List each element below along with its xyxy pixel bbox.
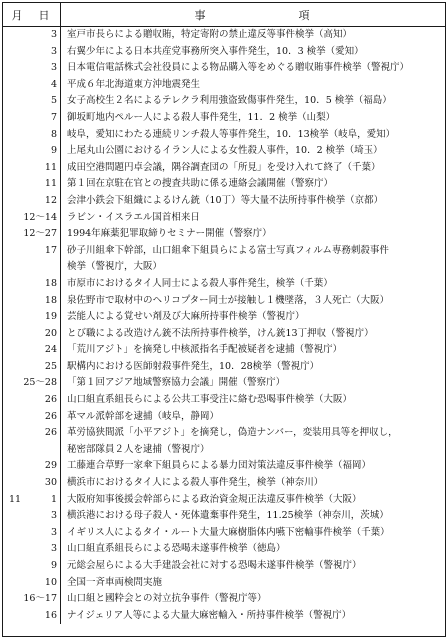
date-cell (3, 44, 61, 61)
day-value: 19 (44, 311, 57, 323)
day-value: 5 (50, 95, 57, 107)
date-cell (3, 375, 61, 392)
event-line: 元総会屋らによる大手建設会社に対する恐喝未遂事件検挙（警視庁） (67, 560, 362, 571)
table-row (3, 210, 445, 227)
date-cell (3, 591, 61, 608)
day-value: 26 (44, 394, 57, 406)
event-line: 工藤連合草野一家傘下組員らによる暴力団対策法違反事件検挙（福岡） (67, 460, 372, 472)
event-line: 芸能人による覚せい剤及び大麻所持事件検挙（警視庁） (67, 311, 305, 323)
event-text (61, 160, 445, 177)
table-row (3, 176, 445, 193)
event-line: 室戸市長らによる贈収賄，特定寄附の禁止違反等事件検挙（高知） (67, 29, 353, 40)
table-row (3, 575, 445, 592)
event-text (61, 77, 445, 94)
event-line: 「第１回アジア地域警察協力会議」開催（警察庁） (67, 377, 286, 389)
table-body (3, 27, 445, 624)
day-value: 18 (44, 277, 57, 289)
day-value: 20 (44, 327, 57, 339)
event-text (61, 508, 445, 525)
event-line: 「荒川アジト」を摘発し中核派指名手配被疑者を逮捕（警視庁） (67, 344, 343, 356)
table-row (3, 226, 445, 243)
date-cell (3, 160, 61, 177)
table-row (3, 77, 445, 94)
table-row (3, 525, 445, 542)
day-value: 29 (44, 460, 57, 472)
event-line: 横浜港における母子殺人・死体遺棄事件発生，11.25検挙（神奈川，茨城） (67, 510, 389, 522)
event-text (61, 276, 445, 293)
date-cell (3, 60, 61, 77)
day-value: 12～27 (23, 228, 57, 240)
event-line: ナイジェリア人等による大量大麻密輸入・所持事件検挙（警視庁） (67, 609, 352, 621)
table-row (3, 375, 445, 392)
event-text (61, 608, 445, 625)
event-text (61, 326, 445, 343)
table-row (3, 608, 445, 625)
date-cell (3, 458, 61, 475)
day-value: 3 (50, 45, 57, 57)
table-row (3, 409, 445, 426)
day-value: 12 (44, 194, 57, 206)
table-row (3, 309, 445, 326)
table-row (3, 243, 445, 276)
date-cell (3, 127, 61, 144)
day-value: 3 (50, 526, 57, 538)
event-text (61, 27, 445, 44)
day-value: 26 (44, 410, 57, 422)
event-line: 会津小鉄会下組織によるけん銃（10丁）等大量不法所持事件検挙（京都） (67, 194, 384, 206)
event-text (61, 359, 445, 376)
date-cell (3, 558, 61, 575)
day-value: 10 (44, 576, 57, 588)
event-line: 大阪府知事後援会幹部らによる政治資金規正法違反事件検挙（大阪） (67, 493, 362, 505)
date-cell (3, 342, 61, 359)
date-cell (3, 143, 61, 160)
chronology-table (2, 2, 446, 637)
date-cell (3, 193, 61, 210)
date-cell (3, 93, 61, 110)
event-line: 山口組直系組長らによる公共工事受注に絡む恐喝事件検挙（大阪） (67, 394, 353, 406)
date-cell (3, 359, 61, 376)
day-value: 11 (44, 178, 57, 190)
date-cell (3, 425, 61, 458)
event-text (61, 558, 445, 575)
event-text (61, 525, 445, 542)
event-line: 女子高校生２名によるテレクラ利用強盗致傷事件発生，10．5 検挙（福島） (67, 95, 392, 107)
date-cell (3, 309, 61, 326)
event-text (61, 591, 445, 608)
month-header: 月 (11, 8, 25, 22)
event-text (61, 293, 445, 310)
event-line: イギリス人によるタイ・ルート大量大麻樹脂体内嚥下密輸事件検挙（千葉） (67, 526, 390, 538)
day-value: 3 (50, 62, 57, 74)
date-cell (3, 525, 61, 542)
day-value: 25～28 (23, 377, 57, 389)
event-text (61, 458, 445, 475)
event-text (61, 93, 445, 110)
table-row (3, 458, 445, 475)
event-line: 右翼少年による日本共産党事務所突入事件発生，10．3 検挙（愛知） (67, 45, 364, 57)
event-line: 平成６年北海道東方沖地震発生 (67, 78, 201, 90)
day-value: 18 (44, 294, 57, 306)
event-line: とび職による改造けん銃不法所持事件検挙，けん銃13丁押収（警視庁） (67, 327, 374, 339)
day-value: 8 (50, 128, 57, 140)
date-cell (3, 392, 61, 409)
event-line: 御坂町地内ペルー人による殺人事件発生，11．2 検挙（山梨） (67, 111, 336, 123)
table-row (3, 541, 445, 558)
event-text (61, 575, 445, 592)
date-cell (3, 226, 61, 243)
event-line-continued: 検挙（警視庁，大阪） (67, 261, 163, 273)
event-line: 1994年麻薬犯罪取締りセミナー開催（警察庁） (67, 228, 272, 240)
event-text (61, 226, 445, 243)
day-value: 3 (50, 29, 57, 40)
table-row (3, 127, 445, 144)
event-text (61, 44, 445, 61)
table-row (3, 60, 445, 77)
event-line: 革労協狭間派「小平アジト」を摘発し，偽造ナンバー，変装用具等を押収し， (67, 427, 398, 439)
date-cell (3, 110, 61, 127)
event-line: 駅構内における医師射殺事件発生，10．28検挙（警視庁） (67, 360, 320, 372)
table-row (3, 342, 445, 359)
table-row (3, 110, 445, 127)
table-row (3, 591, 445, 608)
table-row (3, 326, 445, 343)
day-value: 16～17 (23, 593, 57, 605)
date-cell (3, 77, 61, 94)
date-cell (3, 508, 61, 525)
event-text (61, 193, 445, 210)
event-text (61, 475, 445, 492)
date-cell (3, 326, 61, 343)
event-text (61, 342, 445, 359)
table-row (3, 508, 445, 525)
table-row (3, 27, 445, 44)
event-text (61, 127, 445, 144)
table-row (3, 193, 445, 210)
event-line: 砂子川組傘下幹部，山口組傘下組員らによる富士写真フィルム専務刺殺事件 (67, 244, 389, 256)
day-value: 3 (50, 543, 57, 555)
date-cell (3, 293, 61, 310)
date-cell (3, 210, 61, 227)
table-row (3, 475, 445, 492)
event-line-continued: 秘密部隊員２人を逮捕（警視庁） (67, 443, 210, 455)
event-line: 第１回在京駐在官との捜査共助に係る連絡会議開催（警察庁） (67, 178, 334, 190)
day-value: 25 (44, 360, 57, 372)
event-line: 山口組と國粋会との対立抗争事件（警視庁等） (67, 593, 267, 605)
event-line: 泉佐野市で取材中のヘリコプター同士が接触し１機墜落，３人死亡（大阪） (67, 294, 390, 306)
event-line: ラビン・イスラエル国首相来日 (67, 211, 200, 223)
table-row (3, 293, 445, 310)
day-value: 16 (44, 609, 57, 621)
event-text (61, 425, 445, 458)
date-cell (3, 575, 61, 592)
table-row (3, 44, 445, 61)
date-cell (3, 608, 61, 625)
day-value: 1 (50, 493, 57, 505)
event-text (61, 392, 445, 409)
event-line: 山口組直系組長らによる恐喝未遂事件検挙（徳島） (67, 543, 286, 555)
date-column-header (3, 3, 61, 26)
table-row (3, 93, 445, 110)
date-cell (3, 409, 61, 426)
event-text (61, 210, 445, 227)
event-column-header: 事 項 (194, 8, 312, 22)
date-cell (3, 243, 61, 276)
date-cell (3, 176, 61, 193)
table-row (3, 160, 445, 177)
date-cell (3, 276, 61, 293)
event-text (61, 541, 445, 558)
day-value: 4 (50, 78, 57, 90)
date-cell (3, 475, 61, 492)
day-value: 30 (44, 477, 57, 489)
event-line: 岐阜，愛知にわたる連続リンチ殺人等事件発生，10．13検挙（岐阜，愛知） (67, 128, 396, 140)
table-row (3, 492, 445, 509)
table-row (3, 392, 445, 409)
event-line: 市原市におけるタイ人同士による殺人事件発生，検挙（千葉） (67, 277, 333, 289)
table-row (3, 276, 445, 293)
day-value: 9 (50, 560, 57, 571)
day-value: 26 (44, 427, 57, 439)
day-value: 9 (50, 145, 57, 157)
table-row (3, 359, 445, 376)
date-cell (3, 492, 61, 509)
event-text (61, 143, 445, 160)
event-text (61, 409, 445, 426)
event-text (61, 375, 445, 392)
event-line: 革マル派幹部を逮捕（岐阜，静岡） (67, 410, 220, 422)
event-text (61, 309, 445, 326)
event-line: 横浜市におけるタイ人による殺人事件発生，検挙（神奈川） (67, 477, 324, 489)
month-value: 11 (9, 493, 22, 505)
event-text (61, 492, 445, 509)
event-line: 成田空港問題円卓会議，隅谷調査団の「所見」を受け入れて終了（千葉） (67, 161, 381, 173)
table-row (3, 558, 445, 575)
day-value: 7 (50, 111, 57, 123)
day-value: 12～14 (23, 211, 57, 223)
day-header: 日 (38, 8, 52, 22)
event-text (61, 110, 445, 127)
date-cell (3, 541, 61, 558)
event-line: 上尾丸山公園におけるイラン人による女性殺人事件，10．2 検挙（埼玉） (67, 145, 383, 157)
table-row (3, 425, 445, 458)
event-text (61, 60, 445, 77)
event-line: 日本電信電話株式会社役員による物品購入等をめぐる贈収賄事件検挙（警視庁） (67, 62, 410, 74)
table-row (3, 143, 445, 160)
day-value: 17 (44, 244, 57, 256)
date-cell (3, 27, 61, 44)
day-value: 3 (50, 510, 57, 522)
event-text (61, 243, 445, 276)
event-line: 全国一斉車両検問実施 (67, 576, 163, 588)
day-value: 24 (44, 344, 57, 356)
table-header (3, 3, 445, 27)
event-text (61, 176, 445, 193)
day-value: 11 (44, 161, 57, 173)
